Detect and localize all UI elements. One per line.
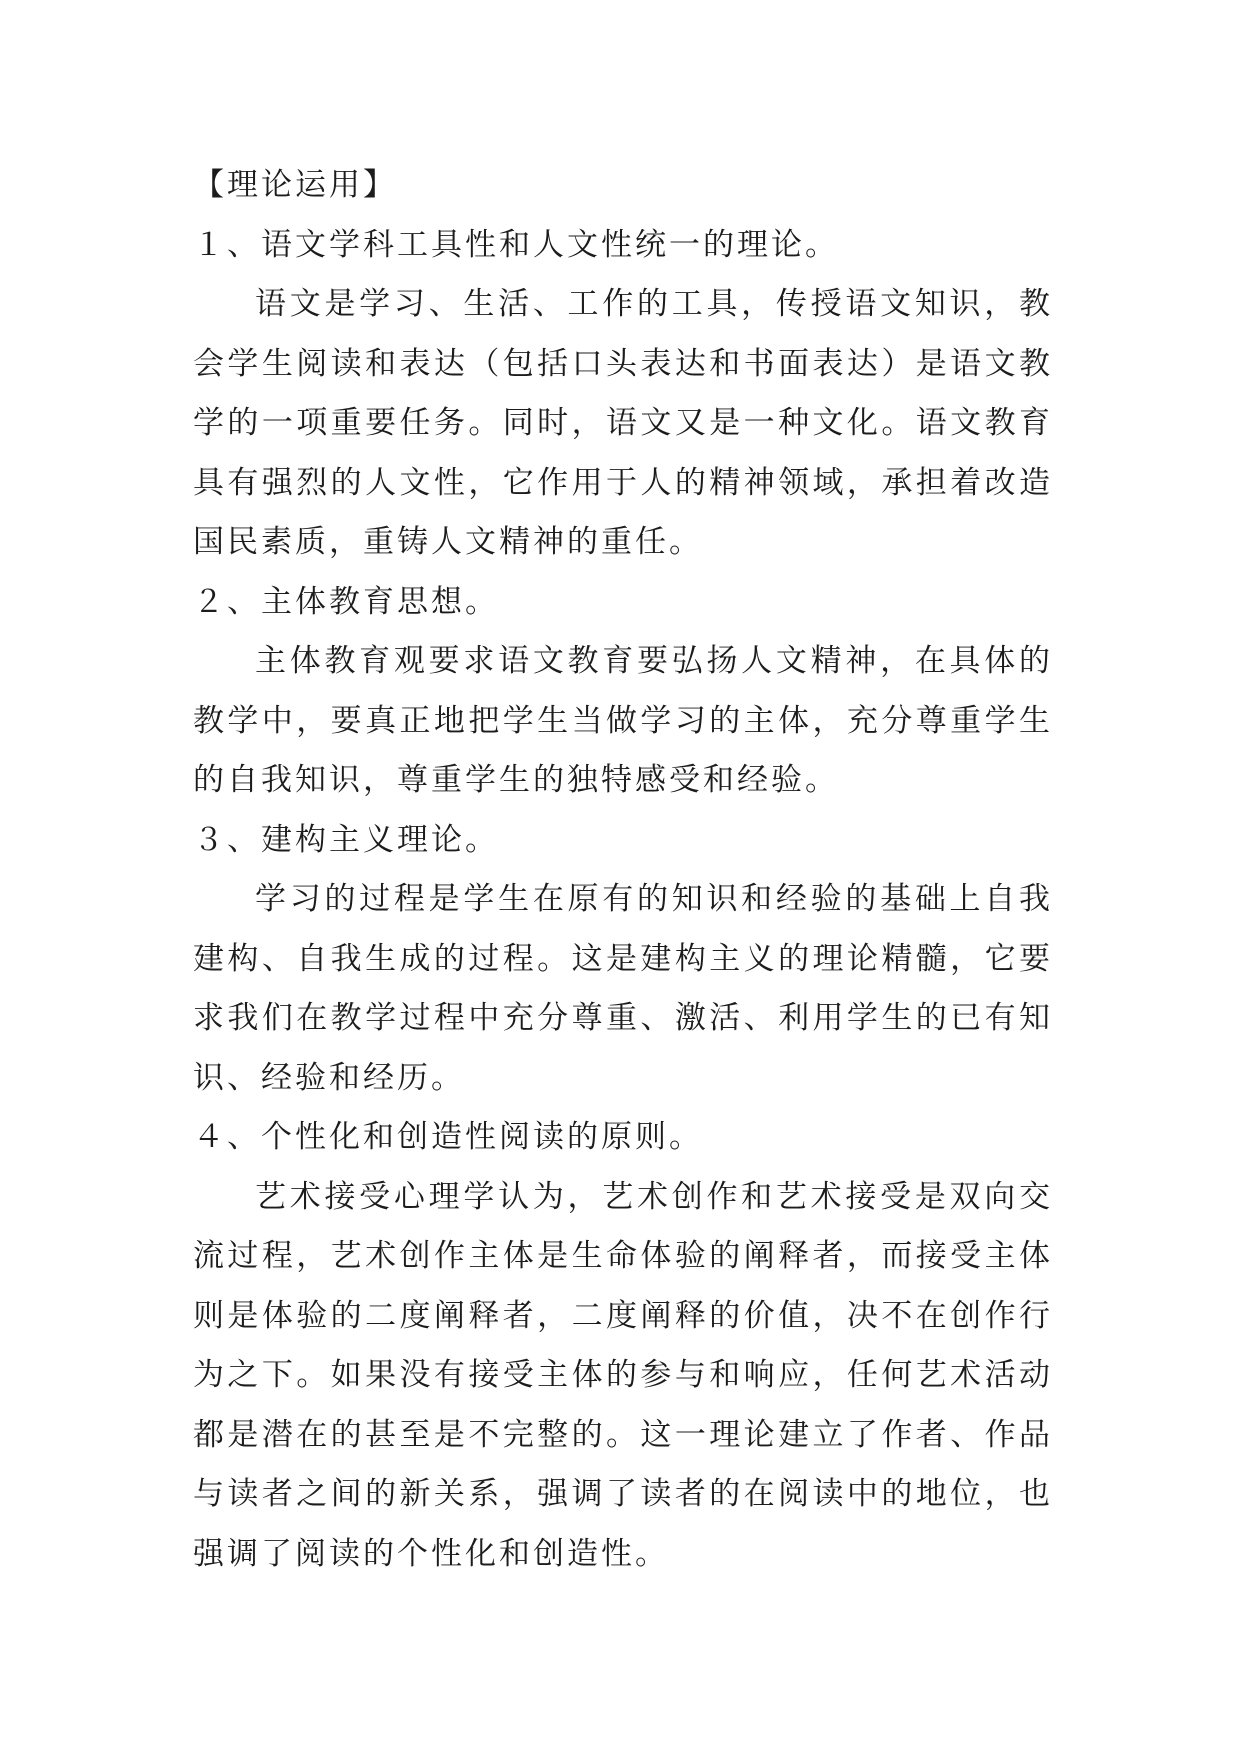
item-title-2: ２、主体教育思想。 — [193, 583, 499, 620]
item-paragraph-3: 学习的过程是学生在原有的知识和经验的基础上自我建构、自我生成的过程。这是建构主义的理论精髓，它要求我们在教学过程中充分尊重、激活、利用学生的已有知识、经验和经历。 — [193, 881, 1053, 1096]
section-heading: 【理论运用】 — [193, 167, 397, 203]
item-paragraph-1: 语文是学习、生活、工作的工具，传授语文知识，教会学生阅读和表达（包括口头表达和书面表达）是语文教学的一项重要任务。同时，语文又是一种文化。语文教育具有强烈的人文性，它作用于人的精神领域，承担着改造国民素质，重铸人文精神的重任。 — [193, 286, 1053, 560]
document-body — [193, 156, 1053, 1584]
item-paragraph-2: 主体教育观要求语文教育要弘扬人文精神，在具体的教学中，要真正地把学生当做学习的主体，充分尊重学生的自我知识，尊重学生的独特感受和经验。 — [193, 643, 1053, 798]
item-title-4: ４、个性化和创造性阅读的原则。 — [193, 1119, 703, 1155]
item-paragraph-4: 艺术接受心理学认为，艺术创作和艺术接受是双向交流过程，艺术创作主体是生命体验的阐释者，而接受主体则是体验的二度阐释者，二度阐释的价值，决不在创作行为之下。如果没有接受主体的参与和响应，任何艺术活动都是潜在的甚至是不完整的。这一理论建立了作者、作品与读者之间的新关系，强调了读者的在阅读中的地位，也强调了阅读的个性化和创造性。 — [193, 1178, 1053, 1572]
item-title-1: １、语文学科工具性和人文性统一的理论。 — [193, 226, 839, 263]
item-title-3: ３、建构主义理论。 — [193, 821, 499, 858]
